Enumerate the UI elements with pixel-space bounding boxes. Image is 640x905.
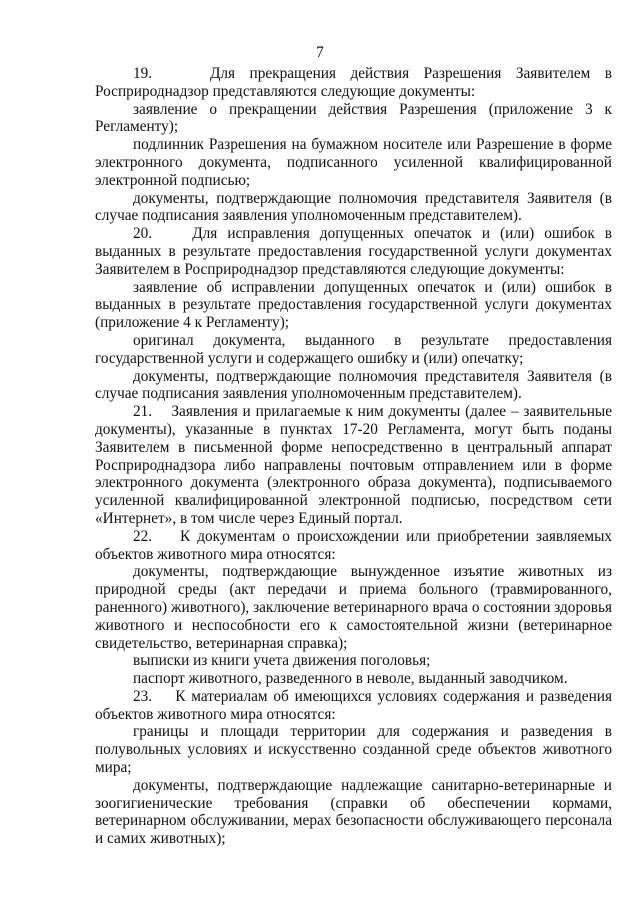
list-paragraph: документы, подтверждающие полномочия представителя Заявителя (в случае подписания заявления уполномоченным представителем). xyxy=(95,189,612,225)
list-paragraph: подлинник Разрешения на бумажном носителе или Разрешение в форме электронного документа, подписанного усиленной квалифицированной электронной подписью; xyxy=(95,136,612,189)
list-paragraph: выписки из книги учета движения поголовья; xyxy=(133,652,431,670)
list-paragraph: заявление о прекращении действия Разрешения (приложение 3 к Регламенту); xyxy=(95,100,612,136)
list-paragraph: паспорт животного, разведенного в неволе, выданный заводчиком. xyxy=(133,670,568,688)
page-number: 7 xyxy=(316,44,324,61)
numbered-paragraph: 21. Заявления и прилагаемые к ним документы (далее – заявительные документы), указанные в пунктах 17-20 Регламента, могут быть поданы Заявителем в письменной форме непосредственно в центральный аппарат Росприроднадзора либо направлены почтовым отправлением или в форме электронного документа (электронного образа документа), подписываемого усиленной квалифицированной электронной подписью, посредством сети «Интернет», в том числе через Единый портал. xyxy=(95,403,612,527)
list-paragraph: оригинал документа, выданного в результате предоставления государственной услуги и содержащего ошибку и (или) опечатку; xyxy=(95,331,612,367)
list-paragraph: документы, подтверждающие надлежащие санитарно-ветеринарные и зоогигиенические требования (справки об обеспечении кормами, ветеринарном обслуживании, мерах безопасности обслуживающего персонала и самих животных); xyxy=(95,776,612,848)
list-paragraph: документы, подтверждающие полномочия представителя Заявителя (в случае подписания заявления уполномоченным представителем). xyxy=(95,367,612,403)
document-body xyxy=(95,65,612,848)
numbered-paragraph: 23. К материалам об имеющихся условиях содержания и разведения объектов животного мира относятся: xyxy=(95,687,612,723)
numbered-paragraph: 20. Для исправления допущенных опечаток и (или) ошибок в выданных в результате предоставления государственной услуги документах Заявителем в Росприроднадзор представляются следующие документы: xyxy=(95,225,612,278)
list-paragraph: границы и площади территории для содержания и разведения в полувольных условиях и искусственно созданной среде объектов животного мира; xyxy=(95,723,612,777)
list-paragraph: заявление об исправлении допущенных опечаток и (или) ошибок в выданных в результате предоставления государственной услуги документах (приложение 4 к Регламенту); xyxy=(95,278,612,332)
list-paragraph: документы, подтверждающие вынужденное изъятие животных из природной среды (акт передачи и приема больного (травмированного, раненного) животного), заключение ветеринарного врача о состоянии здоровья животного и неспособности его к самостоятельной жизни (ветеринарное свидетельство, ветеринарная справка); xyxy=(95,563,612,652)
numbered-paragraph: 22. К документам о происхождении или приобретении заявляемых объектов животного мира относятся: xyxy=(95,527,612,563)
numbered-paragraph: 19. Для прекращения действия Разрешения Заявителем в Росприроднадзор представляются следующие документы: xyxy=(95,65,612,100)
